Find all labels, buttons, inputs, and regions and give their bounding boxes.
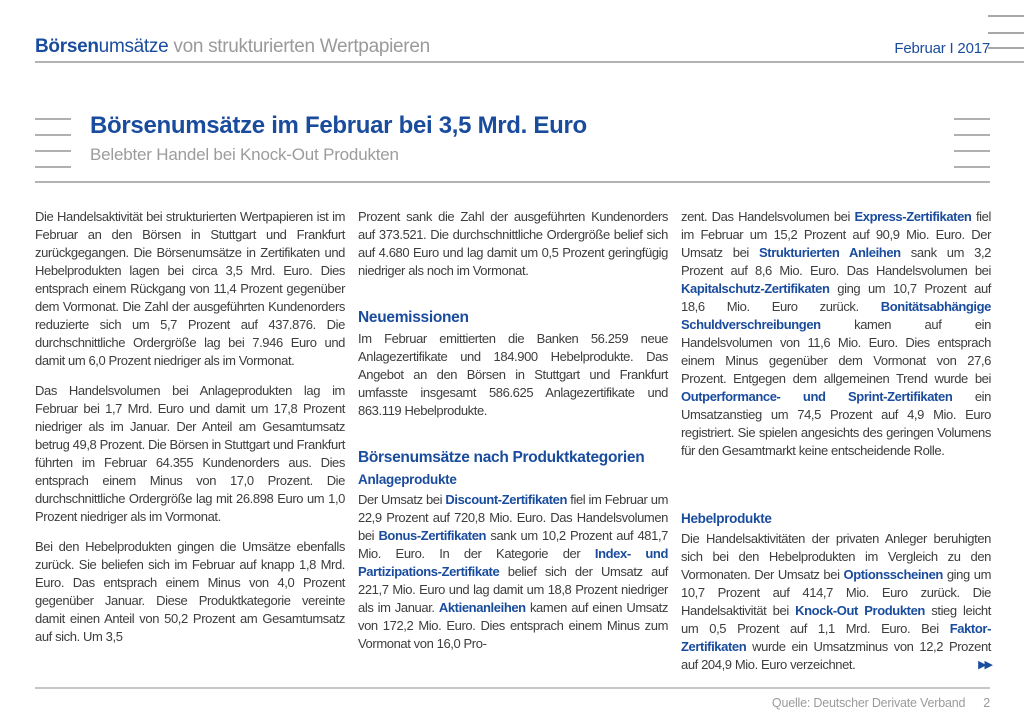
text-run: Die Handelsaktivität bei strukturierten Wertpapieren ist im Februar an den Börsen in Stuttgart und Frankfurt zurückgegangen. Die Börsenumsätze in Zertifikaten und Hebelprodukten lagen bei circa 3,5 Mrd. Euro. Dies entsprach einem Rückgang von 11,4 Prozent gegenüber dem Vormonat. Die Zahl der ausgeführten Kundenorders reduzierte sich um 5,7 Prozent auf 437.876. Die durchschnittliche Ordergröße lag bei 7.946 Euro und damit um 6,0 Prozent niedriger als im Vormonat. bbox=[35, 209, 345, 368]
text-run: Im Februar emittierten die Banken 56.259 neue Anlagezertifikate und 184.900 Hebelprodukte. Das Angebot an den Börsen in Stuttgart und Frankfurt umfasste insgesamt 586.625 Anlagezertifikate und 863.119 Hebelprodukte. bbox=[358, 331, 668, 418]
mark-line bbox=[35, 166, 71, 168]
text-run: stieg leicht um 0,5 Prozent auf 1,1 Mrd. Euro. Bei bbox=[681, 603, 991, 636]
article-column-3 bbox=[681, 208, 991, 674]
mark-line bbox=[35, 150, 71, 152]
paragraph bbox=[358, 330, 668, 420]
mark-line bbox=[35, 134, 71, 136]
text-run: Bei den Hebelprodukten gingen die Umsätze ebenfalls zurück. Sie beliefen sich im Februar auf knapp 1,8 Mrd. Euro. Das entsprach einem Minus von 4,0 Prozent gegenüber Januar. Diese Produktkategorie vereinte damit einen Anteil von 50,2 Prozent am Gesamtumsatz auf sich. Um 3,5 bbox=[35, 539, 345, 644]
paragraph bbox=[681, 208, 991, 460]
brand-suffix: von strukturierten Wertpapieren bbox=[168, 36, 430, 57]
product-category-keyword: Faktor-Zertifikaten bbox=[681, 621, 991, 654]
footer bbox=[772, 696, 990, 710]
text-run: fiel im Februar um 22,9 Prozent auf 720,8 Mio. Euro. Das Handelsvolumen bei bbox=[358, 492, 668, 543]
text-run: Der Umsatz bei bbox=[358, 492, 446, 507]
section-heading: Neuemissionen bbox=[358, 309, 469, 326]
mark-line bbox=[988, 32, 1024, 34]
text-run: sank um 10,2 Prozent auf 481,7 Mio. Euro. In der Kategorie der bbox=[358, 528, 668, 561]
product-category-keyword: Discount-Zertifikaten bbox=[445, 492, 567, 507]
text-run: fiel im Februar um 15,2 Prozent auf 90,9 Mio. Euro. Der Umsatz bei bbox=[681, 209, 991, 260]
mark-line bbox=[954, 166, 990, 168]
product-category-keyword: Index- und Partizipations-Zertifikate bbox=[358, 546, 668, 579]
text-run: ging um 10,7 Prozent auf 414,7 Mio. Euro zurück. Die Handelsaktivität bei bbox=[681, 567, 991, 618]
footer-rule bbox=[35, 687, 990, 689]
header-rule bbox=[35, 61, 1024, 63]
text-run: Die Handelsaktivitäten der privaten Anleger beruhigten sich bei den Hebelprodukten im Vergleich zu den Vormonaten. Der Umsatz bei bbox=[681, 531, 991, 582]
product-category-keyword: Optionsscheinen bbox=[843, 567, 943, 582]
page-number: 2 bbox=[983, 696, 990, 710]
title-marks-right bbox=[954, 0, 990, 172]
product-category-keyword: Strukturierten Anleihen bbox=[759, 245, 901, 260]
text-run: kamen auf ein Handelsvolumen von 11,6 Mio. Euro. Dies entsprach einem Minus gegenüber dem Vormonat von 27,6 Prozent. Entgegen dem allgemeinen Trend wurde bei bbox=[681, 317, 991, 386]
product-category-keyword: Aktienanleihen bbox=[438, 600, 526, 615]
article-column-1 bbox=[35, 208, 345, 674]
text-run: ging um 10,7 Prozent auf 18,6 Mio. Euro zurück. bbox=[681, 281, 991, 314]
source-credit: Quelle: Deutscher Derivate Verband bbox=[771, 696, 966, 710]
corner-marks bbox=[988, 0, 1024, 52]
mark-line bbox=[988, 47, 1024, 49]
text-run: ein Umsatzanstieg um 74,5 Prozent auf 4,9 Mio. Euro registriert. Sie spielen angesichts des geringen Volumens für den Gesamtmarkt keine entscheidende Rolle. bbox=[681, 389, 991, 458]
brand-word-bold: Börsen bbox=[35, 36, 99, 57]
mark-line bbox=[954, 118, 990, 120]
product-category-keyword: Knock-Out Produkten bbox=[795, 603, 925, 618]
paragraph bbox=[35, 382, 345, 526]
mark-line bbox=[35, 118, 71, 120]
text-run: belief sich der Umsatz auf 221,7 Mio. Euro und lag damit um 18,8 Prozent niedriger als im Januar. bbox=[358, 564, 668, 615]
page-title: Börsenumsätze im Februar bei 3,5 Mrd. Euro bbox=[90, 112, 587, 139]
text-run: sank um 3,2 Prozent auf 8,6 Mio. Euro. Das Handelsvolumen bei bbox=[681, 245, 991, 278]
page-subtitle: Belebter Handel bei Knock-Out Produkten bbox=[90, 145, 399, 164]
brand-word-regular: umsätze bbox=[98, 36, 169, 57]
paragraph bbox=[358, 208, 668, 280]
issue-date: Februar I 2017 bbox=[894, 40, 990, 57]
newsletter-brand bbox=[35, 36, 430, 58]
product-category-keyword: Bonitätsabhängige Schuldverschreibungen bbox=[681, 299, 991, 332]
text-run: wurde ein Umsatzminus von 12,2 Prozent auf 204,9 Mio. Euro verzeichnet. bbox=[681, 639, 991, 672]
paragraph bbox=[358, 491, 668, 653]
paragraph bbox=[35, 208, 345, 370]
text-run: zent. Das Handelsvolumen bei bbox=[681, 209, 855, 224]
title-marks-left bbox=[35, 0, 71, 172]
product-category-keyword: Express-Zertifikaten bbox=[854, 209, 972, 224]
product-category-keyword: Outperformance- und Sprint-Zertifikaten bbox=[681, 389, 953, 404]
subsection-heading: Anlageprodukte bbox=[358, 472, 457, 487]
text-run: Prozent sank die Zahl der ausgeführten Kundenorders auf 373.521. Die durchschnittliche Ordergröße belief sich auf 4.680 Euro und lag damit um 0,5 Prozent geringfügig niedriger als noch im Vormonat. bbox=[358, 209, 668, 278]
article-body bbox=[35, 208, 990, 674]
article-column-2 bbox=[358, 208, 668, 674]
product-category-keyword: Bonus-Zertifikaten bbox=[378, 528, 487, 543]
mark-line bbox=[988, 15, 1024, 17]
mark-line bbox=[954, 150, 990, 152]
product-category-keyword: Kapitalschutz-Zertifikaten bbox=[681, 281, 830, 296]
text-run: Das Handelsvolumen bei Anlageprodukten lag im Februar bei 1,7 Mrd. Euro und damit um 17,8 Prozent niedriger als im Januar. Der Anteil am Gesamtumsatz betrug 49,8 Prozent. Die Börsen in Stuttgart und Frankfurt führten im Februar 64.355 Kundenorders aus. Dies entsprach einem Minus von 17,0 Prozent. Die durchschnittliche Ordergröße lag mit 26.898 Euro um 1,0 Prozent niedriger als im Vormonat. bbox=[35, 383, 345, 524]
text-run: kamen auf einen Umsatz von 172,2 Mio. Euro. Dies entsprach einem Minus zum Vormonat von 16,0 Pro- bbox=[358, 600, 668, 651]
title-rule bbox=[35, 181, 990, 183]
article-continues-icon: ▶▶ bbox=[978, 659, 991, 671]
mark-line bbox=[954, 134, 990, 136]
paragraph bbox=[35, 538, 345, 646]
subsection-heading: Hebelprodukte bbox=[681, 511, 772, 526]
paragraph bbox=[681, 530, 991, 674]
section-heading: Börsenumsätze nach Produktkategorien bbox=[358, 449, 645, 466]
